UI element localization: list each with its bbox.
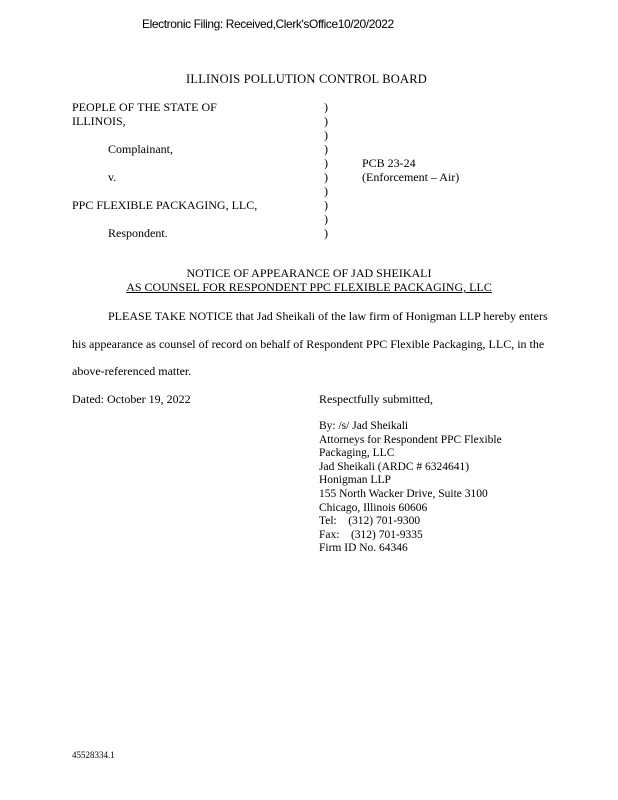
caption-paren: ) bbox=[324, 170, 328, 184]
plaintiff-line-2: ILLINOIS, bbox=[72, 114, 126, 128]
respectfully-submitted: Respectfully submitted, bbox=[319, 392, 433, 406]
notice-title-line-2: AS COUNSEL FOR RESPONDENT PPC FLEXIBLE PACKAGING, LLC bbox=[126, 280, 492, 294]
document-number-footer: 45528334.1 bbox=[72, 750, 115, 760]
signature-by: By: /s/ Jad Sheikali bbox=[319, 420, 409, 432]
board-name-heading: ILLINOIS POLLUTION CONTROL BOARD bbox=[186, 72, 427, 86]
caption-parentheses-column bbox=[324, 100, 332, 240]
versus-label: v. bbox=[108, 170, 117, 184]
caption-paren: ) bbox=[324, 226, 328, 240]
notice-title-line-1: NOTICE OF APPEARANCE OF JAD SHEIKALI bbox=[186, 266, 432, 280]
complainant-label: Complainant, bbox=[108, 142, 173, 156]
caption-paren: ) bbox=[324, 198, 328, 212]
respondent-label: Respondent. bbox=[108, 226, 168, 240]
attorneys-line-2: Packaging, LLC bbox=[319, 447, 395, 460]
fax: Fax: (312) 701-9335 bbox=[319, 528, 423, 541]
caption-paren: ) bbox=[324, 114, 328, 128]
telephone: Tel: (312) 701-9300 bbox=[319, 515, 421, 528]
caption-paren: ) bbox=[324, 156, 328, 170]
signature-block bbox=[319, 420, 502, 556]
address-line-2: Chicago, Illinois 60606 bbox=[319, 501, 428, 514]
address-line-1: 155 North Wacker Drive, Suite 3100 bbox=[319, 487, 488, 500]
caption-paren: ) bbox=[324, 128, 328, 142]
plaintiff-line-1: PEOPLE OF THE STATE OF bbox=[72, 100, 217, 114]
body-line-1: PLEASE TAKE NOTICE that Jad Sheikali of the law firm of Honigman LLP hereby enters bbox=[108, 309, 548, 323]
case-number: PCB 23-24 bbox=[362, 156, 416, 170]
dated-line: Dated: October 19, 2022 bbox=[72, 392, 191, 406]
caption-paren: ) bbox=[324, 100, 328, 114]
attorneys-line-1: Attorneys for Respondent PPC Flexible bbox=[319, 433, 502, 446]
caption-paren: ) bbox=[324, 142, 328, 156]
firm-name: Honigman LLP bbox=[319, 474, 391, 487]
body-line-2: his appearance as counsel of record on behalf of Respondent PPC Flexible Packaging, LLC, in the bbox=[72, 337, 545, 351]
defendant-name: PPC FLEXIBLE PACKAGING, LLC, bbox=[72, 198, 258, 212]
caption-paren: ) bbox=[324, 212, 328, 226]
electronic-filing-stamp: Electronic Filing: Received,Clerk'sOffice10/20/2022 bbox=[142, 17, 394, 31]
case-type: (Enforcement – Air) bbox=[362, 170, 460, 184]
firm-id: Firm ID No. 64346 bbox=[319, 542, 408, 555]
attorney-name: Jad Sheikali (ARDC # 6324641) bbox=[319, 460, 470, 473]
caption-paren: ) bbox=[324, 184, 328, 198]
body-line-3: above-referenced matter. bbox=[72, 364, 192, 378]
